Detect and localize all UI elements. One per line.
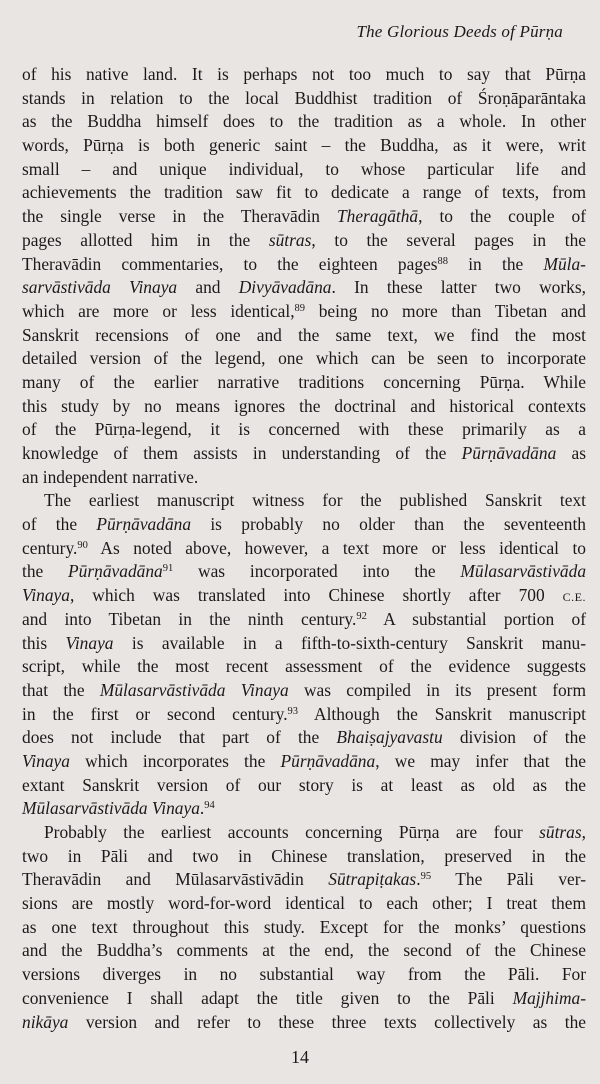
text-line: the Pūrṇāvadāna$^{91}$ was incorporated into the Mūlasarvāstivāda [22,561,587,582]
text-line: Probably the earliest accounts concerning Pūrṇa are four sūtras, [44,822,586,842]
text-line: versions diverges in no substantial way from the Pāli. For [22,964,586,985]
text-line: convenience I shall adapt the title given to the Pāli Majjhima- [22,987,586,1008]
text-line: as one text throughout this study. Except for the monks’ questions [22,916,586,937]
text-line: achievements the tradition saw fit to dedicate a range of texts, from [22,182,586,203]
text-line: pages allotted him in the sūtras, to the several pages in the [22,229,586,250]
text-line: The earliest manuscript witness for the published Sanskrit text [44,490,586,511]
text-line: Vinaya which incorporates the Pūrṇāvadāna, we may infer that the [22,750,586,771]
text-line: knowledge of them assists in understanding of the Pūrṇāvadāna as [22,443,586,463]
text-line: of his native land. It is perhaps not too much to say that Pūrṇa [22,64,586,84]
text-line: in the first or second century.$^{93}$ Although the Sanskrit manuscript [22,703,586,724]
text-line: nikāya version and refer to these three texts collectively as the [22,1011,586,1032]
text-line: words, Pūrṇa is both generic saint – the Buddha, as it were, writ [22,135,586,156]
text-line: Theravādin commentaries, to the eighteen pages$^{88}$ in the Mūla- [22,253,586,274]
text-line: script, while the most recent assessment of the evidence suggests [22,656,586,677]
text-line: Mūlasarvāstivāda Vinaya.$^{94}$ [22,798,215,819]
text-line: of the Pūrṇāvadāna is probably no older than the seventeenth [22,514,587,535]
text-line: that the Mūlasarvāstivāda Vinaya was compiled in its present form [22,679,587,700]
running-head: The Glorious Deeds of Pūrṇa [356,22,563,41]
page-number: 14 [291,1047,309,1067]
text-line: detailed version of the legend, one which can be seen to incorporate [22,348,586,369]
text-line: two in Pāli and two in Chinese translation, preserved in the [22,845,586,866]
text-line: does not include that part of the Bhaiṣajyavastu division of the [22,727,586,748]
text-line: sarvāstivāda Vinaya and Divyāvadāna. In these latter two works, [22,277,586,298]
text-line: many of the earlier narrative traditions concerning Pūrṇa. While [22,371,586,392]
text-line: of the Pūrṇa-legend, it is concerned with these primarily as a [22,419,586,440]
text-line: and into Tibetan in the ninth century.$^{92}$ A substantial portion of [22,608,586,629]
text-line: Sanskrit recensions of one and the same text, we find the most [22,324,586,345]
text-line: stands in relation to the local Buddhist tradition of Śroṇāparāntaka [22,87,586,108]
text-line: and the Buddha’s comments at the end, the second of the Chinese [22,940,586,961]
text-line: as the Buddha himself does to the tradition as a whole. In other [22,111,586,132]
text-line: an independent narrative. [22,466,199,487]
text-line: which are more or less identical,$^{89}$ being no more than Tibetan and [22,300,586,321]
text-line: Vinaya, which was translated into Chinese shortly after 700 C.E. [22,585,586,606]
body-text [22,63,586,1034]
text-line: Theravādin and Mūlasarvāstivādin Sūtrapiṭakas.$^{95}$ The Pāli ver- [22,869,586,890]
text-line: this Vinaya is available in a fifth-to-sixth-century Sanskrit manu- [22,632,586,653]
text-line: sions are mostly word-for-word identical to each other; I treat them [22,893,586,914]
text-line: the single verse in the Theravādin Theragāthā, to the couple of [22,206,586,227]
text-line: this study by no means ignores the doctrinal and historical contexts [22,395,586,416]
text-line: small – and unique individual, to whose particular life and [22,158,586,179]
text-line: century.$^{90}$ As noted above, however, a text more or less identical to [22,537,586,558]
text-line: extant Sanskrit version of our story is at least as old as the [22,774,586,795]
